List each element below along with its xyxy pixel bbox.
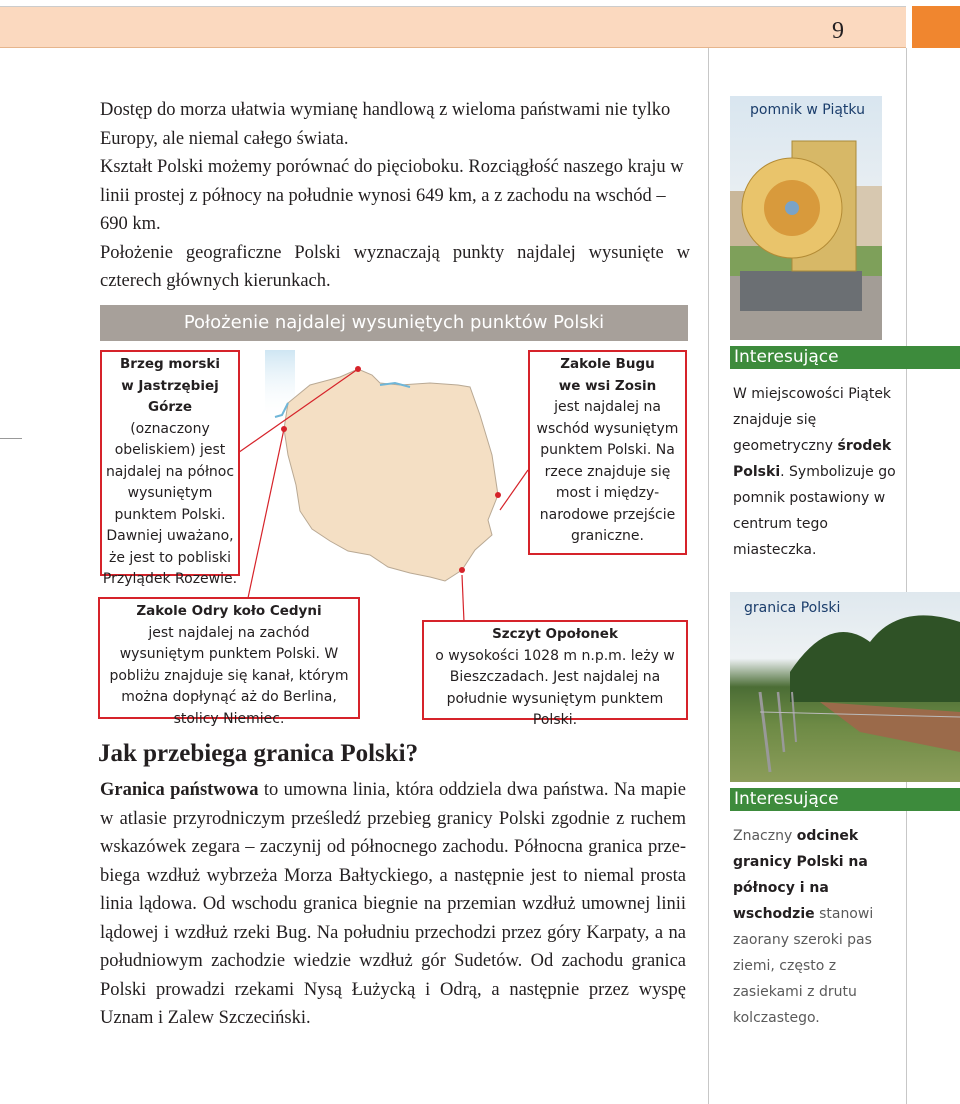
interesting-text-1 [733,381,903,563]
south-point-box [422,620,688,728]
east-point-marker [495,492,501,498]
interesting-2-bold: odcinek granicy Polski na północy i na wschodzie [733,828,868,922]
east-title-2: we wsi Zosin [558,377,657,394]
south-text: o wysokości 1028 m n.p.m. leży w Bieszczadach. Jest najdalej na południe wysuniętym punktem Polski. [435,647,675,728]
monument-photo [730,96,882,340]
monument-photo-caption: pomnik w Piątku [750,102,865,118]
page-header-bar [0,6,906,48]
intro-paragraph-2: Kształt Polski możemy porównać do pięcioboku. Rozciągłość naszego kraju w linii prostej z północy na południe wynosi 649 km, a z zachodu na wschód – 690 km. [100,157,684,234]
interesting-1-bold: środek Polski [733,438,892,480]
north-text: (oznaczony obeliskiem) jest najdalej na północ wysuniętym punktem Polski. Dawniej uważano, że jest to pobliski Przylądek Rozewie. [102,420,238,587]
interesting-header-2: Interesujące [730,788,960,811]
monument-center-hole [785,201,799,215]
section-heading: Jak przebiega granica Polski? [98,740,419,767]
north-point-box [100,350,240,587]
intro-text [100,96,690,296]
intro-paragraph-3: Położenie geograficzne Polski wyznaczają punkty najdalej wysunięte w czterech głównych kierunkach. [100,242,690,291]
main-paragraph [100,776,686,1033]
west-point-box [98,597,360,727]
interesting-header-1: Interesujące [730,346,960,369]
north-title-2: w Jastrzębiej Górze [121,377,219,415]
column-divider [708,48,709,1104]
margin-tick [0,438,22,439]
west-text: jest najdalej na zachód wysuniętym punktem Polski. W pobliżu znajduje się kanał, którym można dopłynąć aż do Berlina, stolicy Niemiec. [109,624,349,727]
border-illustration [730,592,960,782]
interesting-2-text-b: stanowi zaorany szeroki pas ziemi, często z zasiekami z drutu kolczastego. [733,906,874,1026]
border-photo-caption: granica Polski [744,600,841,616]
orange-corner-block [912,6,960,48]
right-margin-line [906,48,907,1104]
west-title: Zakole Odry koło Cedyni [136,603,322,619]
forest [790,615,960,702]
east-text: jest najdalej na wschód wysuniętym punktem Polski. Na rzece znajduje się most i między-narodowe przejście graniczne. [536,399,679,544]
south-point-marker [459,567,465,573]
east-title-1: Zakole Bugu [560,356,655,372]
monument-base [740,271,862,311]
north-point-marker [355,366,361,372]
fence-post-1 [760,692,770,772]
border-photo [730,592,960,782]
poland-map [230,345,550,615]
ploughed-strip [820,702,960,752]
interesting-text-2 [733,823,893,1031]
interesting-2-text-a: Znaczny [733,828,797,844]
section-title: Położenie najdalej wysuniętych punktów Polski [100,305,688,341]
poland-outline [284,369,498,581]
interesting-1-text-a: W miejscowości Piątek znajduje się geometryczny [733,386,892,454]
north-title-1: Brzeg morski [120,356,220,372]
fence-post-2 [778,692,784,752]
main-paragraph-text: to umowna linia, która oddziela dwa państwa. Na mapie w atlasie przyrodniczym prześledź przebieg granicy Polski zgodnie z ruchem wskazówek zegara – zaczynij od północnego zachodu. Północna granica prze-biega wzdłuż wybrzeża Morza Bałtyckiego, a następnie jest to niemal prosta linia lądowa. Od wschodu granica biegnie na przemian wzdłuż umownej linii lądowej i wzdłuż rzeki Bug. Na południu przechodzi przez góry Karpaty, a na południowym zachodzie wiedzie wzdłuż gór Sudetów. Od zachodu granica Polski prowadzi rzekami Nysą Łużycką i Odrą, a następnie przez wyspę Uznam i Zalew Szczeciński. [100,780,687,1028]
page-number: 9 [832,18,844,44]
interesting-1-text-b: . Symbolizuje go pomnik postawiony w centrum tego miasteczka. [733,464,896,558]
term-bold: Granica państwowa [100,780,259,800]
monument-illustration [730,96,882,340]
west-point-marker [281,426,287,432]
south-title: Szczyt Opołonek [492,626,618,642]
east-point-box [528,350,687,555]
intro-paragraph-1: Dostęp do morza ułatwia wymianę handlową z wieloma państwami nie tylko Europy, ale niemal całego świata. [100,100,671,149]
